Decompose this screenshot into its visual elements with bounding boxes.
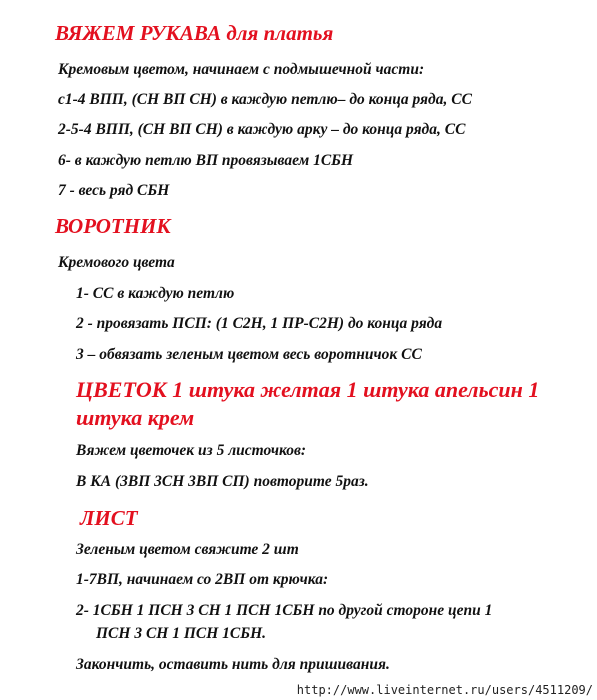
sleeves-row-4: 7 - весь ряд СБН xyxy=(58,182,170,199)
leaf-row-1: 1-7ВП, начинаем со 2ВП от крючка: xyxy=(76,571,329,588)
collar-step-2: 2 - провязать ПСП: (1 С2Н, 1 ПР-С2Н) до конца ряда xyxy=(76,315,443,332)
watermark: http://www.liveinternet.ru/users/4511209/ xyxy=(296,683,593,697)
sleeves-heading: ВЯЖЕМ РУКАВА для платья xyxy=(55,21,334,45)
flower-row: В КА (3ВП 3СН 3ВП СП) повторите 5раз. xyxy=(76,473,369,490)
leaf-row-2-continued: ПСН 3 СН 1 ПСН 1СБН. xyxy=(96,625,267,642)
leaf-row-2: 2- 1СБН 1 ПСН 3 СН 1 ПСН 1СБН по другой стороне цепи 1 xyxy=(76,602,493,619)
collar-step-1: 1- СС в каждую петлю xyxy=(76,285,235,302)
collar-step-3: 3 – обвязать зеленым цветом весь воротничок СС xyxy=(76,346,422,363)
sleeves-intro: Кремовым цветом, начинаем с подмышечной части: xyxy=(58,61,425,78)
flower-heading-line-1: ЦВЕТОК 1 штука желтая 1 штука апельсин 1 xyxy=(76,377,540,402)
flower-intro: Вяжем цветочек из 5 листочков: xyxy=(76,442,307,459)
leaf-intro: Зеленым цветом свяжите 2 шт xyxy=(76,541,299,558)
leaf-heading: ЛИСТ xyxy=(80,506,138,530)
sleeves-row-1: с1-4 ВПП, (СН ВП СН) в каждую петлю– до конца ряда, СС xyxy=(58,91,472,108)
leaf-finish: Закончить, оставить нить для пришивания. xyxy=(76,656,390,673)
flower-heading-line-2: штука крем xyxy=(76,405,195,430)
sleeves-row-3: 6- в каждую петлю ВП провязываем 1СБН xyxy=(58,152,354,169)
collar-color-line: Кремового цвета xyxy=(58,254,175,271)
collar-heading: ВОРОТНИК xyxy=(55,214,171,238)
sleeves-row-2: 2-5-4 ВПП, (СН ВП СН) в каждую арку – до конца ряда, СС xyxy=(58,121,466,138)
